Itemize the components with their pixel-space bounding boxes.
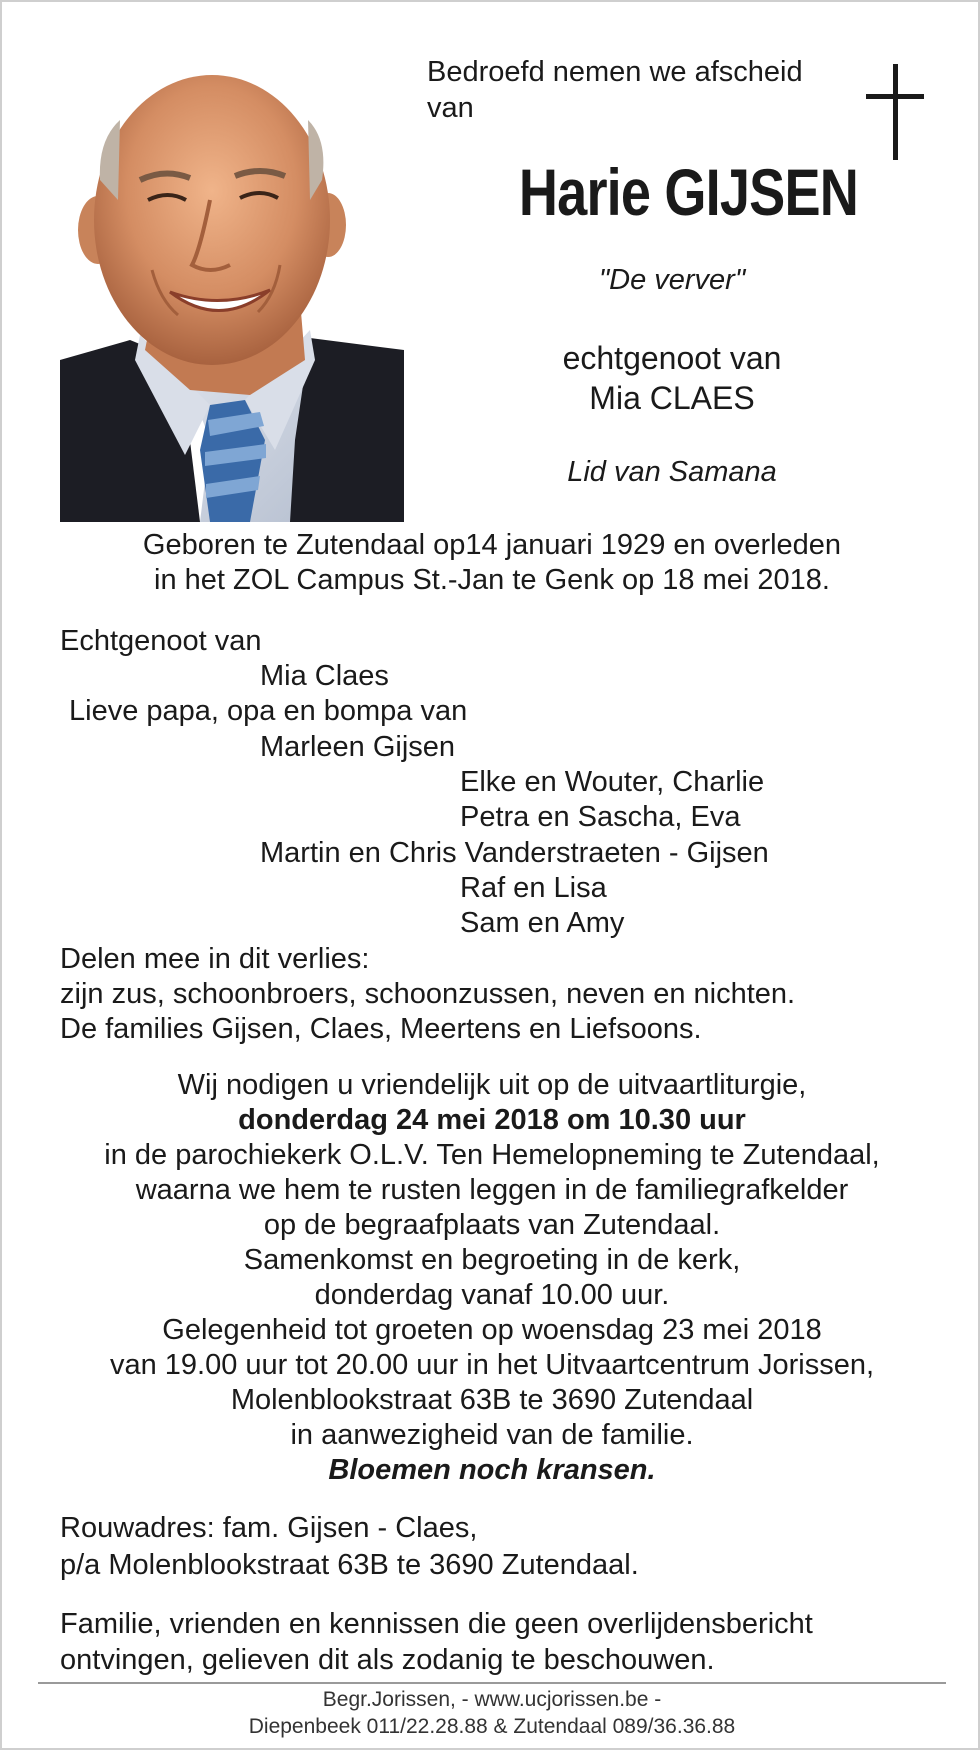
born-line2: in het ZOL Campus St.-Jan te Genk op 18 mei 2018. [154,564,830,596]
share-line1: zijn zus, schoonbroers, schoonzussen, neven en nichten. [60,978,796,1010]
notice-text [60,1606,813,1678]
spouse-heading-line1: echtgenoot van [562,340,782,376]
share-label: Delen mee in dit verlies: [60,943,370,975]
address-line1: Rouwadres: fam. Gijsen - Claes, [60,1512,478,1544]
portrait-photo [60,60,404,522]
grandchild-1: Elke en Wouter, Charlie [460,766,765,798]
invite-line6: Samenkomst en begroeting in de kerk, [243,1244,741,1276]
grandchild-3: Raf en Lisa [460,872,607,904]
membership: Lid van Samana [567,456,777,488]
child-2: Martin en Chris Vanderstraeten - Gijsen [260,837,769,869]
intro-text [427,54,803,126]
spouse-name: Mia Claes [260,660,389,692]
footer-divider [38,1682,946,1684]
grandchild-4: Sam en Amy [460,907,625,939]
deceased-name: Harie GIJSEN [518,155,858,229]
invite-line1: Wij nodigen u vriendelijk uit op de uitvaartliturgie, [177,1069,807,1101]
born-line1: Geboren te Zutendaal op14 januari 1929 en overleden [142,529,842,561]
share-line2: De families Gijsen, Claes, Meertens en Liefsoons. [60,1013,702,1045]
cross-icon [866,64,924,160]
invite-line9: van 19.00 uur tot 20.00 uur in het Uitvaartcentrum Jorissen, [109,1349,875,1381]
invite-line8: Gelegenheid tot groeten op woensdag 23 mei 2018 [162,1314,822,1346]
funeral-date: donderdag 24 mei 2018 om 10.30 uur [238,1104,746,1136]
intro-line1: Bedroefd nemen we afscheid [427,56,803,88]
mourning-address [60,1510,639,1584]
nickname: "De verver" [598,264,746,296]
invite-line3: in de parochiekerk O.L.V. Ten Hemelopneming te Zutendaal, [104,1139,880,1171]
birth-death-info [2,528,980,598]
spouse-heading [472,338,872,418]
spouse-label: Echtgenoot van [60,625,262,657]
footer-line1: Begr.Jorissen, - www.ucjorissen.be - [322,1688,662,1711]
address-line2: p/a Molenblookstraat 63B te 3690 Zutendaal. [60,1549,639,1581]
footer [2,1686,980,1740]
spouse-heading-line2: Mia CLAES [589,380,755,416]
invite-line7: donderdag vanaf 10.00 uur. [314,1279,670,1311]
invite-line4: waarna we hem te rusten leggen in de familiegrafkelder [135,1174,849,1206]
footer-line2: Diepenbeek 011/22.28.88 & Zutendaal 089/36.36.88 [248,1715,736,1738]
portrait-illustration [60,60,404,522]
funeral-invitation [2,1068,980,1488]
children-label: Lieve papa, opa en bompa van [69,695,468,727]
flowers-note: Bloemen noch kransen. [328,1454,656,1486]
invite-line11: in aanwezigheid van de familie. [290,1419,694,1451]
grandchild-2: Petra en Sascha, Eva [460,801,741,833]
intro-line2: van [427,92,474,124]
notice-line1: Familie, vrienden en kennissen die geen overlijdensbericht [60,1608,813,1640]
invite-line5: op de begraafplaats van Zutendaal. [263,1209,721,1241]
invite-line10: Molenblookstraat 63B te 3690 Zutendaal [230,1384,754,1416]
notice-line2: ontvingen, gelieven dit als zodanig te beschouwen. [60,1644,715,1676]
child-1: Marleen Gijsen [260,731,456,763]
